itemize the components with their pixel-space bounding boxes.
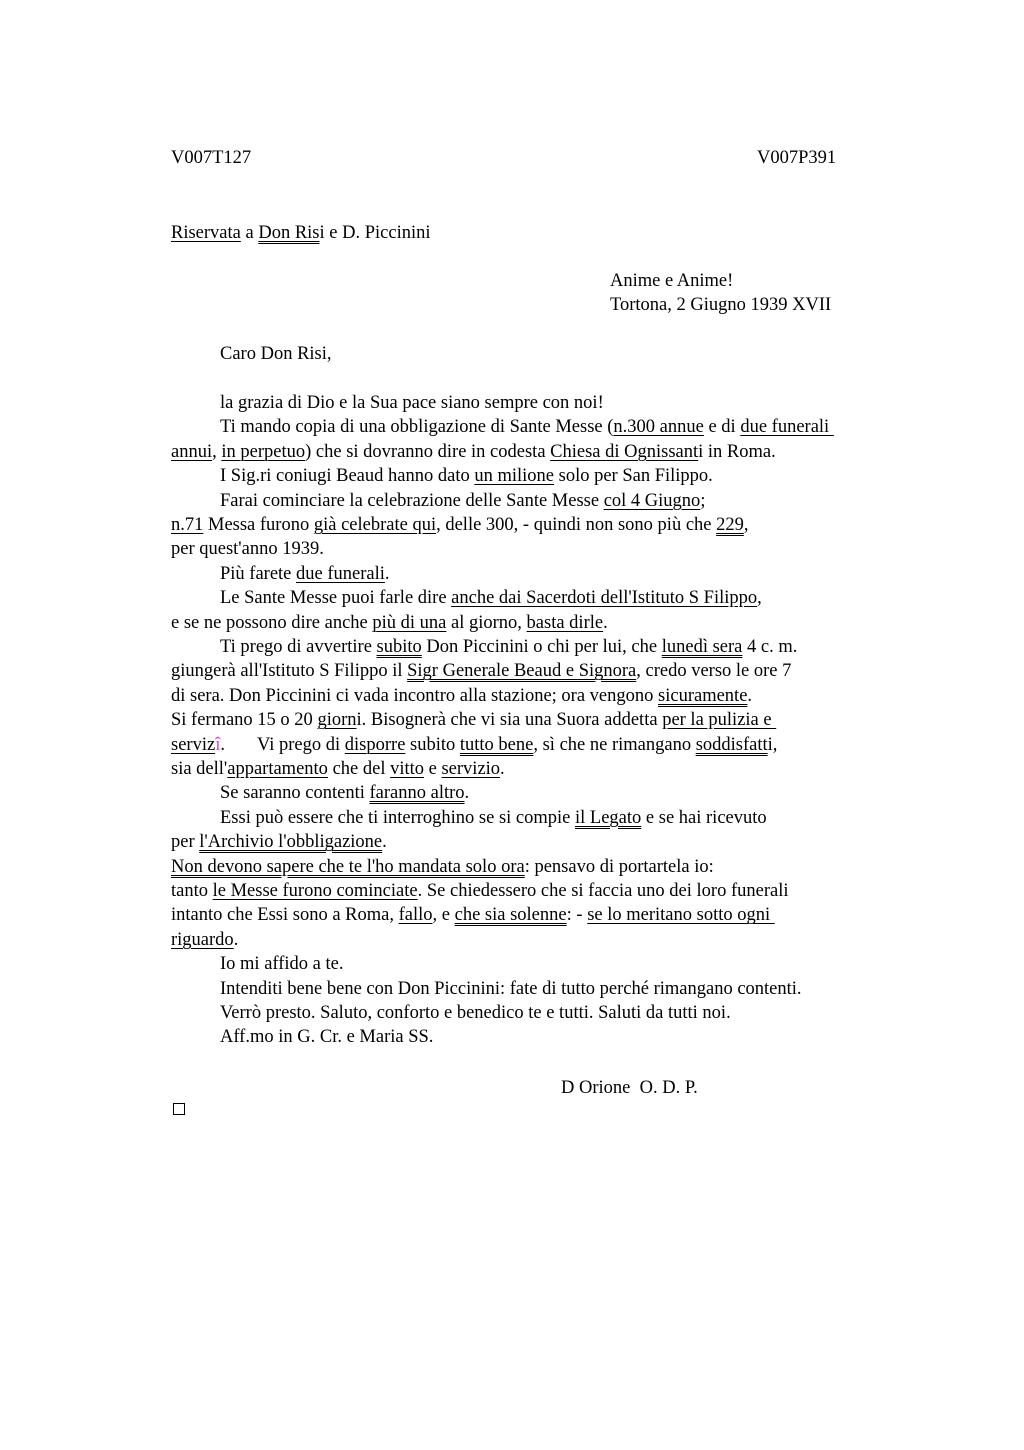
text-run: I Sig.ri coniugi Beaud hanno dato [220,466,475,487]
text-run: : pensavo di portartela io: [524,856,714,877]
underlined-text: servizio [441,759,501,779]
text-run: intanto che Essi sono a Roma, [171,905,399,926]
underlined-text: anche dai Sacerdoti dell'Istituto S Filippo [451,588,758,609]
underlined-text: giorn [317,710,357,731]
underlined-text: più di una [372,612,447,633]
underlined-text: in perpetuo [221,441,306,462]
letter-line [171,903,775,927]
text-run: e se ne possono dire anche [171,612,373,633]
letter-line [171,855,714,879]
letter-line [171,708,776,732]
double-underlined-text: lunedì sera [661,637,743,657]
text-run: 4 c. m. [742,637,798,657]
letter-line [220,586,762,610]
text-run: Se saranno contenti [220,783,370,804]
double-underlined-text: soddisfatt [695,734,768,755]
underlined-text: basta dirle [526,612,604,633]
text-run: . [603,612,608,633]
letter-line [171,611,608,635]
underlined-text: serviz [171,734,216,755]
double-underlined-text: Non devono sapere che te l'ho mandata solo ora [171,856,525,877]
letter-line [171,733,777,757]
text-run: Si fermano 15 o 20 [171,710,318,731]
text-run: Essi può essere che ti interroghino se si compie [220,807,576,828]
underlined-text: due funerali [296,563,385,584]
text-run: i in Roma. [698,441,776,462]
text-run: subito [405,734,460,755]
text-run: . [464,783,470,804]
text-run: . [384,563,390,584]
document-code-left: V007T127 [171,148,252,168]
reserved-for-line [171,221,431,245]
double-underlined-text: faranno altro [369,783,465,804]
underlined-text: annui [171,441,213,462]
underlined-text: se lo meritano sotto ogni [587,905,775,926]
underlined-text: col 4 Giugno [603,490,701,511]
text-run: Intenditi bene bene con Don Piccinini: fate di tutto perché rimangano contenti. [220,978,802,999]
letter-line [220,806,767,830]
text-run: sia dell' [171,759,228,779]
text-run: Farai cominciare la celebrazione delle Sante Messe [220,490,604,511]
double-underlined-text: l'Archivio l'obbligazione [199,832,383,853]
letter-line [171,537,324,561]
underlined-text: appartamento [227,759,328,779]
double-underlined-text: il Legato [575,807,642,828]
text-run: i e D. Piccinini [319,223,431,243]
underlined-text: Chiesa di Ognissant [550,441,699,462]
text-run: giungerà all'Istituto S Filippo il [171,661,408,682]
text-run: , [743,515,749,535]
text-run: . [747,685,753,706]
text-run: solo per San Filippo. [554,466,713,487]
text-run: e [424,759,442,779]
salutation: Caro Don Risi, [220,344,332,364]
underlined-text: già celebrate qui [313,515,437,535]
text-run: e di [703,417,741,438]
text-run: tanto [171,881,213,901]
double-underlined-text: che sia solenne [454,905,567,926]
highlighted-character: î [215,734,221,755]
text-run: per quest'anno 1939. [171,539,324,560]
text-run: Ti prego di avvertire [220,637,377,657]
text-run: , [212,441,222,462]
text-run: i, [767,734,778,755]
letter-line [220,977,802,1001]
signature: D Orione O. D. P. [561,1078,698,1098]
letter-line [171,440,776,464]
text-run: Io mi affido a te. [220,954,344,975]
text-run: . Se chiedessero che si faccia uno dei loro funerali [417,881,789,901]
motto: Anime e Anime! [610,271,734,291]
underlined-text: due funerali [740,417,834,438]
text-run: Più farete [220,563,297,584]
underlined-text: n.300 annue [613,417,704,438]
underlined-text: le Messe furono cominciate [212,881,418,901]
text-run: i. Bisognerà che vi sia una Suora addetta [356,710,663,731]
text-run: , sì che ne rimangano [533,734,696,755]
text-run: che del [327,759,391,779]
text-run: di sera. Don Piccinini ci vada incontro alla stazione; ora vengono [171,685,659,706]
text-run: Le Sante Messe puoi farle dire [220,588,452,609]
letter-line [220,781,469,805]
underlined-text: un milione [474,466,554,487]
underlined-text: disporre [344,734,406,755]
text-run: Messa furono [203,515,314,535]
text-run: Ti mando copia di una obbligazione di Sante Messe ( [220,417,614,438]
text-run: Verrò presto. Saluto, conforto e benedico te e tutti. Saluti da tutti noi. [220,1003,731,1023]
letter-line [220,415,834,439]
letter-line [220,562,390,586]
letter-line [220,1001,731,1025]
underlined-text: vitto [390,759,425,779]
letter-line [220,464,713,488]
text-run: ) che si dovranno dire in codesta [305,441,551,462]
underlined-text: n.71 [171,515,204,535]
text-run: . [233,929,239,950]
letter-line [171,659,791,683]
text-run: : - [566,905,588,926]
double-underlined-text: subito [376,637,422,657]
text-run: , e [432,905,455,926]
text-run: . [500,759,505,779]
text-run: , delle 300, - quindi non sono più che [436,515,717,535]
document-code-right: V007P391 [757,148,837,168]
text-run: al giorno, [446,612,527,633]
underlined-text: per la pulizia e [662,710,777,731]
double-underlined-text: Don Ris [258,223,320,243]
underlined-text: Riservata [171,223,241,243]
text-run: . Vi prego di [220,734,345,755]
place-date: Tortona, 2 Giugno 1939 XVII [610,295,832,315]
text-run: la grazia di Dio e la Sua pace siano sempre con noi! [220,393,604,413]
double-underlined-text: sicuramente [658,685,748,706]
empty-checkbox-icon [173,1103,185,1115]
text-run: , [757,588,762,609]
letter-line [171,879,789,903]
letter-line [220,1025,433,1049]
letter-line [220,635,797,659]
text-run: Don Piccinini o chi per lui, che [421,637,662,657]
double-underlined-text: Sigr Generale Beaud e Signora [407,661,637,682]
text-run: Aff.mo in G. Cr. e Maria SS. [220,1027,434,1048]
letter-line [220,952,343,976]
underlined-text: riguardo [171,929,234,950]
text-run: e se hai ricevuto [641,807,767,828]
text-run: , credo verso le ore 7 [636,661,792,682]
underlined-text: fallo [398,905,433,926]
letter-line [171,757,505,781]
text-run: per [171,832,200,853]
letter-line [171,928,238,952]
double-underlined-text: 229 [716,515,744,535]
double-underlined-text: tutto bene [459,734,534,755]
letter-line [171,684,752,708]
letter-line [171,513,749,537]
text-run: . [382,832,387,853]
letter-line [171,830,387,854]
letter-line [220,391,604,415]
text-run: a [240,223,259,243]
letter-line [220,489,705,513]
text-run: ; [700,490,706,511]
